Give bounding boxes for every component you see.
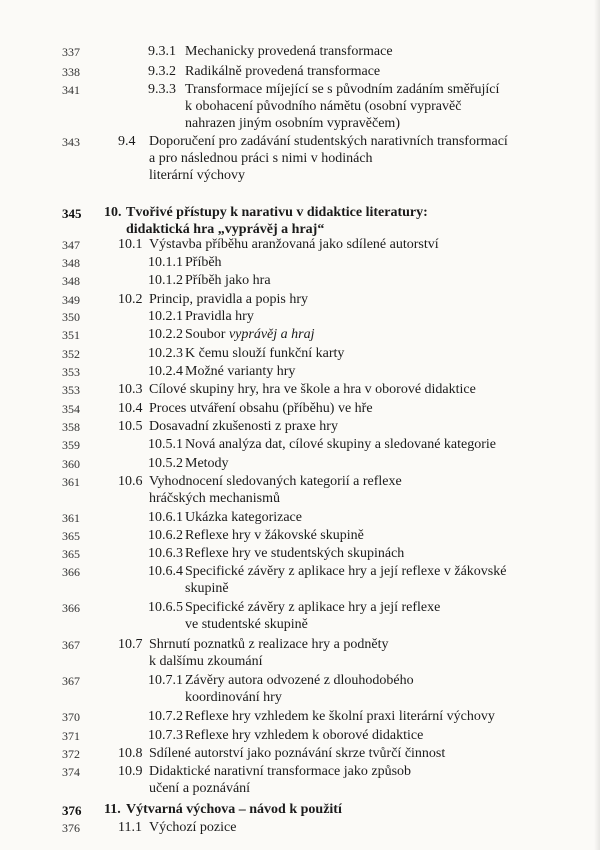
toc-title-line: Radikálně provedená transformace [185,64,381,79]
toc-title-line: Reflexe hry ve studentských skupinách [185,546,405,561]
toc-section-title [185,509,302,526]
toc-section-number: 10.7.3 [148,728,183,743]
toc-section-title [185,272,271,289]
toc-title-line: k obohacení původního námětu (osobní vypravěč [185,99,462,114]
toc-title-line: Didaktické narativní transformace jako způsob [149,764,412,779]
toc-section-number: 11.1 [118,820,142,835]
toc-section-title [185,727,423,744]
toc-section-number: 9.3.1 [148,44,176,59]
toc-entry [0,819,600,836]
toc-title-line: Vyhodnocení sledovaných kategorií a reflexe [149,474,402,489]
toc-page-number: 371 [62,729,80,743]
toc-entry [0,745,600,762]
toc-section-number: 10.6 [118,474,143,489]
toc-entry [0,563,600,597]
toc-section-number: 10.6.4 [148,564,183,579]
toc-page-number: 338 [62,65,80,79]
toc-section-title [149,763,411,797]
toc-entry [0,133,600,184]
toc-page-number: 365 [62,547,80,561]
toc-title-line: Reflexe hry vzhledem ke školní praxi literární výchovy [185,709,495,724]
toc-entry [0,436,600,453]
toc-page-number: 361 [62,511,80,525]
toc-entry [0,636,600,670]
toc-entry [0,381,600,398]
toc-section-title [149,636,388,670]
toc-title-line: Proces utváření obsahu (příběhu) ve hře [149,401,373,416]
toc-title-line: nahrazen jiným osobním vypravěčem) [185,116,400,131]
toc-entry [0,527,600,544]
toc-section-title [149,381,476,398]
toc-title-line: Princip, pravidla a popis hry [149,292,309,307]
toc-title-line: učení a poznávání [149,781,251,796]
toc-page-number: 372 [62,747,80,761]
toc-section-title [185,563,506,597]
toc-title-line: Mechanicky provedená transformace [185,44,393,59]
toc-title-line: skupině [185,581,229,596]
toc-page-number: 366 [62,601,80,615]
toc-page-number: 353 [62,383,80,397]
toc-section-title [185,436,496,453]
toc-page-number: 370 [62,710,80,724]
toc-section-title [185,308,254,325]
toc-title-line: Dosavadní zkušenosti z praxe hry [149,419,338,434]
toc-title-line: Cílové skupiny hry, hra ve škole a hra v oborové didaktice [149,382,476,397]
toc-entry [0,308,600,325]
toc-section-number: 10.1.1 [148,255,183,270]
toc-page-number: 359 [62,438,80,452]
toc-section-title [149,819,236,836]
toc-title-line: k dalšímu zkoumání [149,654,263,669]
toc-title-line: Výstavba příběhu aranžovaná jako sdílené autorství [149,237,439,252]
toc-section-title [185,63,380,80]
toc-title-line: Výchozí pozice [149,820,237,835]
toc-section-number: 10.7 [118,637,143,652]
toc-section-title [149,291,308,308]
toc-section-number: 10.2.2 [148,327,183,342]
toc-section-title [185,672,414,706]
toc-section-title [185,81,499,132]
toc-page-number: 376 [62,803,82,818]
toc-entry [0,418,600,435]
toc-section-title [185,43,393,60]
toc-page-number: 352 [62,347,80,361]
toc-title-line: a pro následnou práci s nimi v hodinách [149,151,373,166]
toc-section-title [149,236,439,253]
toc-entry [0,455,600,472]
toc-title-line: K čemu slouží funkční karty [185,346,345,361]
toc-page-number: 345 [62,206,82,221]
toc-entry [0,254,600,271]
toc-section-number: 10.6.5 [148,600,183,615]
toc-section-number: 10.9 [118,764,143,779]
toc-page-number: 349 [62,293,80,307]
toc-title-line: Transformace míjející se s původním zadáním směřující [185,82,500,97]
toc-section-title [149,418,338,435]
toc-entry [0,672,600,706]
toc-entry [0,599,600,633]
toc-title-line: hráčských mechanismů [149,491,281,506]
toc-entry [0,326,600,343]
toc-section-number: 9.3.2 [148,64,176,79]
toc-title-line: didaktická hra „vyprávěj a hraj“ [126,222,325,237]
toc-section-title [149,400,373,417]
toc-section-number: 10. [104,205,122,220]
toc-chapter [0,801,600,818]
toc-entry [0,763,600,797]
toc-section-title [185,345,344,362]
toc-entry [0,272,600,289]
toc-section-title [149,745,445,762]
toc-section-number: 9.3.3 [148,82,176,97]
toc-entry [0,291,600,308]
toc-entry [0,236,600,253]
toc-entry [0,509,600,526]
toc-section-title [185,326,314,343]
toc-section-number: 10.1 [118,237,143,252]
page-edge-shadow [594,0,600,850]
toc-section-title [185,455,229,472]
toc-title-line: Pravidla hry [185,309,254,324]
toc-title-line: Nová analýza dat, cílové skupiny a sledované kategorie [185,437,496,452]
toc-title-line: Soubor vyprávěj a hraj [185,327,315,342]
toc-entry [0,363,600,380]
toc-title-line: Příběh [185,255,222,270]
toc-section-title [185,708,495,725]
toc-entry [0,473,600,507]
toc-title-line: Specifické závěry z aplikace hry a její reflexe v žákovské [185,564,507,579]
toc-section-number: 10.7.2 [148,709,183,724]
toc-section-number: 10.4 [118,401,143,416]
toc-page-number: 361 [62,475,80,489]
toc-page-number: 358 [62,420,80,434]
toc-page-number: 366 [62,565,80,579]
toc-title-line: Reflexe hry vzhledem k oborové didaktice [185,728,424,743]
toc-page-number: 360 [62,457,80,471]
toc-section-number: 10.5 [118,419,143,434]
toc-entry [0,43,600,60]
toc-title-line: Doporučení pro zadávání studentských narativních transformací [149,134,508,149]
toc-section-number: 10.6.1 [148,510,183,525]
toc-title-line: Reflexe hry v žákovské skupině [185,528,364,543]
toc-title-line: literární výchovy [149,168,246,183]
toc-title-line: koordinování hry [185,690,282,705]
toc-title-line: Příběh jako hra [185,273,271,288]
toc-section-title [185,599,440,633]
toc-section-number: 10.6.2 [148,528,183,543]
toc-page-number: 376 [62,821,80,835]
toc-page-number: 343 [62,135,80,149]
toc-page-number: 337 [62,45,80,59]
toc-page-number: 365 [62,529,80,543]
toc-section-title [185,527,364,544]
toc-section-number: 10.2 [118,292,143,307]
toc-section-number: 10.6.3 [148,546,183,561]
toc-title-line: Sdílené autorství jako poznávání skrze tvůrčí činnost [149,746,446,761]
toc-section-number: 10.8 [118,746,143,761]
toc-entry [0,400,600,417]
toc-entry [0,345,600,362]
toc-section-title [149,133,508,184]
toc-title-line: ve studentské skupině [185,617,308,632]
toc-title-line: Ukázka kategorizace [185,510,302,525]
toc-page-number: 347 [62,238,80,252]
toc-section-number: 9.4 [118,134,136,149]
toc-section-number: 10.7.1 [148,673,183,688]
toc-page-number: 354 [62,402,80,416]
toc-section-number: 11. [104,802,121,817]
toc-section-number: 10.2.3 [148,346,183,361]
toc-section-number: 10.2.4 [148,364,183,379]
toc-title-line: Tvořivé přístupy k narativu v didaktice literatury: [126,205,428,220]
toc-section-title [185,254,222,271]
toc-entry [0,708,600,725]
toc-entry [0,727,600,744]
toc-entry [0,545,600,562]
toc-page-number: 374 [62,765,80,779]
toc-chapter [0,204,600,238]
toc-title-line: Specifické závěry z aplikace hry a její reflexe [185,600,441,615]
toc-entry [0,81,600,132]
toc-section-number: 10.5.2 [148,456,183,471]
toc-page-number: 367 [62,674,80,688]
toc-page-number: 367 [62,638,80,652]
toc-section-title [149,473,402,507]
toc-page-number: 341 [62,83,80,97]
toc-title-line: Závěry autora odvozené z dlouhodobého [185,673,414,688]
toc-section-title [126,801,342,818]
toc-section-title [185,363,295,380]
toc-section-title [126,204,428,238]
toc-page-number: 348 [62,256,80,270]
toc-page-number: 353 [62,365,80,379]
toc-section-number: 10.1.2 [148,273,183,288]
toc-section-number: 10.2.1 [148,309,183,324]
toc-title-line: Možné varianty hry [185,364,296,379]
toc-title-line: Shrnutí poznatků z realizace hry a podněty [149,637,389,652]
toc-title-italic: vyprávěj a hraj [228,327,315,342]
toc-section-number: 10.5.1 [148,437,183,452]
toc-section-number: 10.3 [118,382,143,397]
toc-title-line: Výtvarná výchova – návod k použití [126,802,342,817]
toc-title-line: Metody [185,456,229,471]
toc-entry [0,63,600,80]
toc-page-number: 350 [62,310,80,324]
toc-page-number: 351 [62,328,80,342]
toc-section-title [185,545,404,562]
toc-page-number: 348 [62,274,80,288]
